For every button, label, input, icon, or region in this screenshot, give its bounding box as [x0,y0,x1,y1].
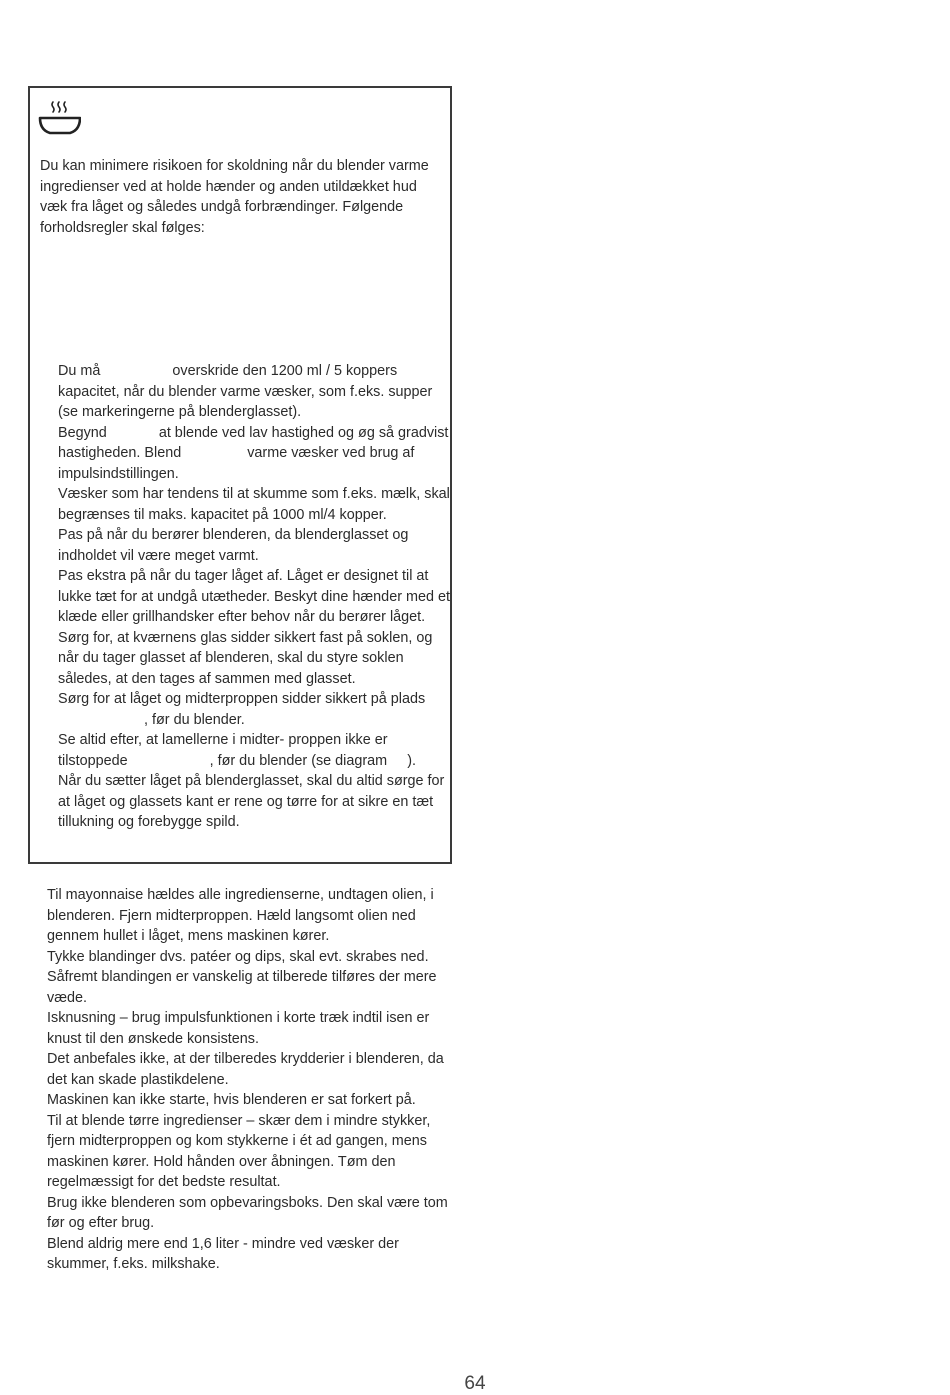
warning-rules [58,361,450,833]
tip-item: Blend aldrig mere end 1,6 liter - mindre ved væsker der skummer, f.eks. milkshake. [47,1235,399,1272]
tip-item: Brug ikke blenderen som opbevaringsboks. Den skal være tom før og efter brug. [47,1194,448,1231]
hot-liquids-warning-box [28,86,452,864]
warning-rule: Du må overskride den 1200 ml / 5 koppers kapacitet, når du blender varme væsker, som f.eks. supper (se markeringerne på blenderglasset). [58,363,433,420]
warning-rule: Pas ekstra på når du tager låget af. Låget er designet til at lukke tæt for at undgå utætheder. Beskyt dine hænder med et klæde eller grillhandsker efter behov når du berører låget. [58,568,450,625]
page-number: 64 [464,1373,486,1394]
warning-intro: Du kan minimere risikoen for skoldning når du blender varme ingredienser ved at holde hænder og anden utildækket hud væk fra låget og således undgå forbrændinger. Følgende forholdsregler skal følges: [40,158,429,236]
tip-item: Til mayonnaise hældes alle ingredienserne, undtagen olien, i blenderen. Fjern midterproppen. Hæld langsomt olien ned gennem hullet i låget, mens maskinen kører. [47,887,434,944]
warning-rule: Sørg for at låget og midterproppen sidder sikkert på plads, før du blender. [58,691,426,728]
tip-item: Isknusning – brug impulsfunktionen i korte træk indtil isen er knust til den ønskede konsistens. [47,1010,430,1047]
warning-rule: Begynd at blende ved lav hastighed og øg så gradvist hastigheden. Blend varme væsker ved brug af impulsindstillingen. [58,424,449,482]
usage-tips [47,885,457,1275]
tip-item: Det anbefales ikke, at der tilberedes krydderier i blenderen, da det kan skade plastikdelene. [47,1051,444,1088]
warning-rule: Sørg for, at kværnens glas sidder sikkert fast på soklen, og når du tager glasset af blenderen, skal du styre soklen således, at den tages af sammen med glasset. [58,629,433,687]
warning-rule: Pas på når du berører blenderen, da blenderglasset og indholdet vil være meget varmt. [58,527,409,564]
hot-liquid-bowl-icon [37,100,81,140]
tip-item: Maskinen kan ikke starte, hvis blenderen er sat forkert på. [47,1092,416,1108]
tip-item: Til at blende tørre ingredienser – skær dem i mindre stykker, fjern midterproppen og kom stykkerne i ét ad gangen, mens maskinen kører. Hold hånden over åbningen. Tøm den regelmæssigt for det bedste resultat. [47,1112,431,1190]
warning-rule: Når du sætter låget på blenderglasset, skal du altid sørge for at låget og glassets kant er rene og tørre for at sikre en tæt tillukning og forebygge spild. [58,773,445,830]
tip-item: Tykke blandinger dvs. patéer og dips, skal evt. skrabes ned. Såfremt blandingen er vanskelig at tilberede tilføres der mere væde. [47,948,437,1006]
warning-rule: Væsker som har tendens til at skumme som f.eks. mælk, skal begrænses til maks. kapacitet på 1000 ml/4 kopper. [58,486,450,523]
warning-rule: Se altid efter, at lamellerne i midter- proppen ikke er tilstoppede , før du blender (se diagram ). [58,732,416,769]
